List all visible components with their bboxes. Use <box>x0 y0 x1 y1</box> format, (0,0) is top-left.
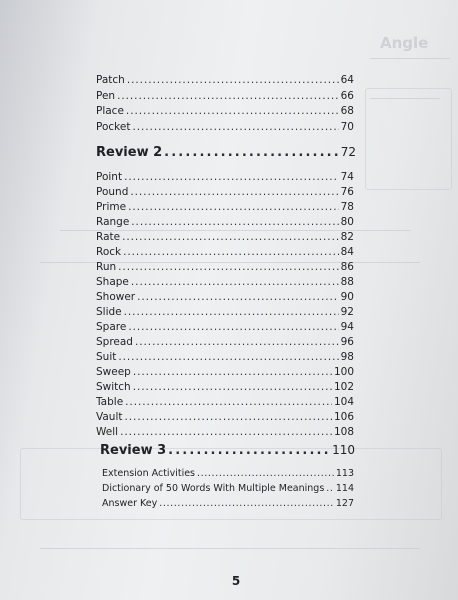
toc-entry-page: 104 <box>333 396 354 408</box>
toc-review-page: 72 <box>340 145 356 159</box>
toc-leader-dots <box>133 380 332 394</box>
toc-entry-page: 94 <box>340 321 354 333</box>
toc-entry <box>96 73 354 87</box>
toc-leader-dots <box>164 144 339 161</box>
toc-entry-label: Place <box>96 105 124 117</box>
page-number: 5 <box>231 574 241 588</box>
toc-entry <box>96 380 354 394</box>
toc-entry <box>96 89 354 103</box>
toc-leader-dots <box>131 215 338 229</box>
toc-entry <box>102 482 354 496</box>
toc-leader-dots <box>132 120 338 134</box>
toc-entry-page: 68 <box>340 105 354 117</box>
toc-entry-page: 76 <box>340 186 354 198</box>
toc-leader-dots <box>128 200 339 214</box>
toc-entry-label: Shape <box>96 276 129 288</box>
toc-entry-label: Pocket <box>96 121 131 133</box>
toc-entry-label: Range <box>96 216 130 228</box>
toc-entry <box>96 320 354 334</box>
toc-entry-label: Shower <box>96 291 136 303</box>
toc-entry-page: 108 <box>333 426 354 438</box>
toc-entry-page: 64 <box>340 74 354 86</box>
toc-entry-page: 84 <box>340 246 354 258</box>
toc-entry <box>96 120 354 134</box>
toc-leader-dots <box>137 290 339 304</box>
toc-entry-label: Spare <box>96 321 127 333</box>
toc-entry-label: Pound <box>96 186 129 198</box>
toc-entry <box>96 230 354 244</box>
toc-entry-page: 102 <box>333 381 354 393</box>
toc-leader-dots <box>127 73 339 87</box>
toc-entry-label: Answer Key <box>102 498 158 509</box>
toc-entry-page: 66 <box>340 90 354 102</box>
toc-entry <box>96 305 354 319</box>
toc-leader-dots <box>118 350 338 364</box>
toc-entry-label: Pen <box>96 90 116 102</box>
toc-entry-label: Suit <box>96 351 117 363</box>
toc-entry <box>96 245 354 259</box>
toc-review-heading <box>100 442 355 459</box>
toc-entry-label: Rate <box>96 231 121 243</box>
toc-leader-dots <box>128 320 338 334</box>
toc-entry-label: Dictionary of 50 Words With Multiple Meanings <box>102 483 325 494</box>
toc-review-page: 110 <box>332 443 355 457</box>
toc-entry-label: Well <box>96 426 119 438</box>
toc-leader-dots <box>124 170 339 184</box>
toc-entry <box>96 200 354 214</box>
toc-leader-dots <box>124 305 339 319</box>
toc-leader-dots <box>131 275 339 289</box>
toc-entry-label: Prime <box>96 201 127 213</box>
toc-leader-dots <box>168 442 330 459</box>
toc-entry <box>96 365 354 379</box>
toc-entry-label: Run <box>96 261 117 273</box>
bleed-through-heading: Angle <box>380 34 429 52</box>
toc-leader-dots <box>326 482 334 496</box>
toc-review-heading <box>96 144 356 161</box>
toc-entry-page: 113 <box>335 468 354 479</box>
toc-entry <box>96 290 354 304</box>
toc-leader-dots <box>118 260 338 274</box>
toc-entry-label: Slide <box>96 306 122 318</box>
toc-entry-page: 127 <box>335 498 354 509</box>
toc-leader-dots <box>126 104 339 118</box>
toc-entry-label: Extension Activities <box>102 468 195 479</box>
toc-leader-dots <box>133 365 332 379</box>
toc-review-label: Review 2 <box>96 145 163 160</box>
toc-entry-page: 80 <box>340 216 354 228</box>
toc-leader-dots <box>117 89 339 103</box>
toc-entry-page: 114 <box>335 483 354 494</box>
toc-entry-label: Point <box>96 171 123 183</box>
toc-leader-dots <box>197 467 334 481</box>
toc-entry <box>96 170 354 184</box>
toc-entry-page: 88 <box>340 276 354 288</box>
toc-leader-dots <box>120 425 332 439</box>
toc-entry-page: 100 <box>333 366 354 378</box>
toc-entry <box>96 260 354 274</box>
toc-entry-page: 98 <box>340 351 354 363</box>
toc-entry-label: Switch <box>96 381 131 393</box>
toc-entry-label: Vault <box>96 411 123 423</box>
toc-entry <box>102 467 354 481</box>
toc-leader-dots <box>135 335 339 349</box>
toc-leader-dots <box>159 497 334 511</box>
toc-leader-dots <box>125 395 332 409</box>
toc-entry <box>102 497 354 511</box>
toc-entry-label: Rock <box>96 246 122 258</box>
toc-entry <box>96 185 354 199</box>
toc-leader-dots <box>123 245 339 259</box>
toc-entry-page: 78 <box>340 201 354 213</box>
toc-leader-dots <box>130 185 338 199</box>
toc-entry-page: 86 <box>340 261 354 273</box>
toc-entry-page: 90 <box>340 291 354 303</box>
toc-review-label: Review 3 <box>100 443 167 458</box>
toc-entry-label: Patch <box>96 74 125 86</box>
toc-entry-page: 70 <box>340 121 354 133</box>
toc-entry <box>96 350 354 364</box>
toc-entry-label: Spread <box>96 336 133 348</box>
toc-leader-dots <box>125 410 332 424</box>
toc-entry <box>96 335 354 349</box>
toc-entry-page: 82 <box>340 231 354 243</box>
toc-entry <box>96 410 354 424</box>
toc-entry-page: 74 <box>340 171 354 183</box>
toc-entry <box>96 275 354 289</box>
toc-entry-page: 96 <box>340 336 354 348</box>
toc-entry-page: 92 <box>340 306 354 318</box>
toc-entry-label: Sweep <box>96 366 131 378</box>
toc-entry <box>96 215 354 229</box>
toc-entry <box>96 395 354 409</box>
toc-entry <box>96 425 354 439</box>
toc-entry <box>96 104 354 118</box>
toc-entry-page: 106 <box>333 411 354 423</box>
toc-entry-label: Table <box>96 396 124 408</box>
toc-leader-dots <box>122 230 339 244</box>
